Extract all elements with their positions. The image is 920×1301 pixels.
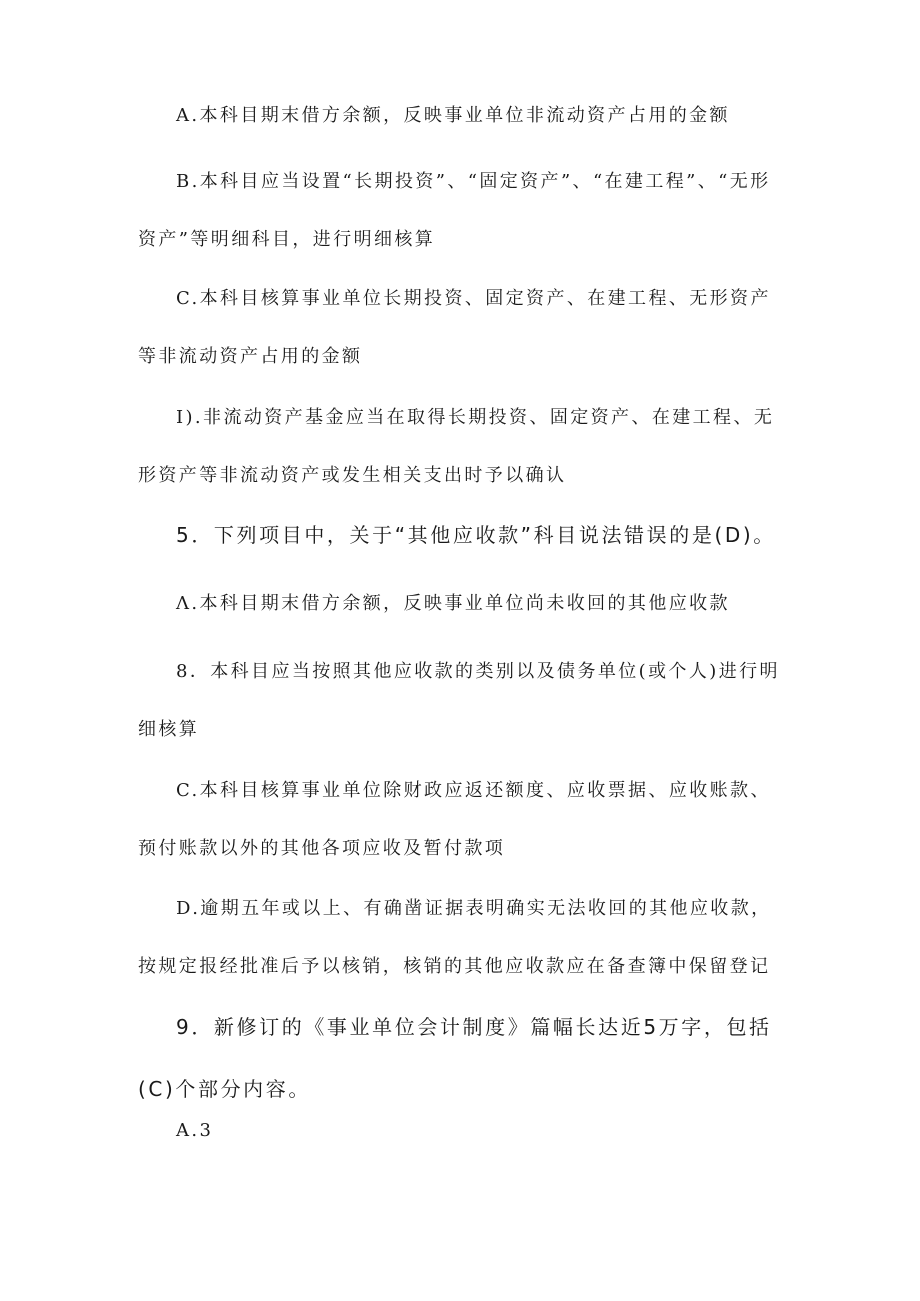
option-c-paragraph: C.本科目核算事业单位长期投资、固定资产、在建工程、无形资产等非流动资产占用的金额 — [138, 288, 771, 367]
q5-option-a-paragraph: Λ.本科目期末借方余额，反映事业单位尚未收回的其他应收款 — [176, 593, 730, 614]
option-a-paragraph: A.本科目期末借方余额，反映事业单位非流动资产占用的金额 — [176, 105, 730, 126]
option-b-paragraph: B.本科目应当设置“长期投资”、“固定资产”、“在建工程”、“无形资产”等明细科目，进行明细核算 — [138, 171, 771, 250]
option-d-paragraph: I).非流动资产基金应当在取得长期投资、固定资产、在建工程、无形资产等非流动资产或发生相关支出时予以确认 — [138, 407, 775, 486]
question-9-text: 9．新修订的《事业单位会计制度》篇幅长达近5万字，包括(C)个部分内容。 — [138, 1015, 772, 1101]
q5-option-d-paragraph: D.逾期五年或以上、有确凿证据表明确实无法收回的其他应收款，按规定报经批准后予以核销，核销的其他应收款应在备查簿中保留登记 — [138, 898, 772, 977]
q5-option-b-paragraph: 8．本科目应当按照其他应收款的类别以及债务单位(或个人)进行明细核算 — [138, 661, 780, 740]
q9-option-a-paragraph: A.3 — [176, 1120, 214, 1141]
q5-option-c-paragraph: C.本科目核算事业单位除财政应返还额度、应收票据、应收账款、预付账款以外的其他各项应收及暂付款项 — [138, 780, 771, 859]
question-5-text: 5．下列项目中，关于“其他应收款”科目说法错误的是(D)。 — [176, 523, 776, 547]
